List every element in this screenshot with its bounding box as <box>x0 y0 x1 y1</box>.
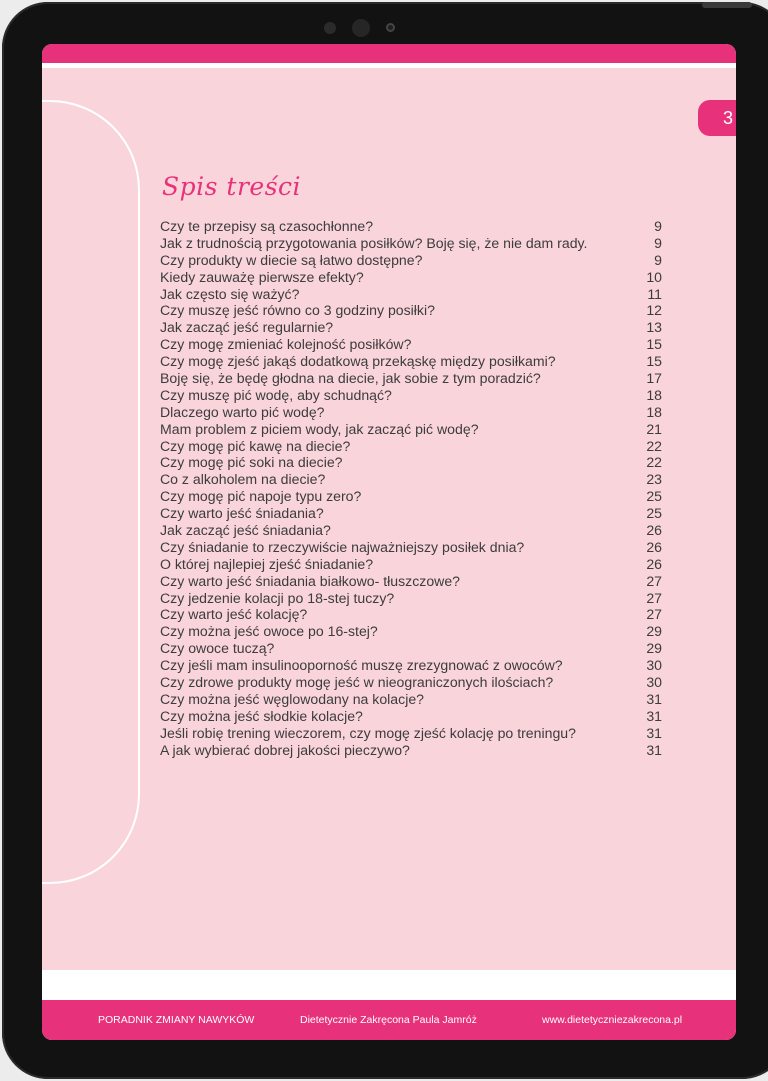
toc-entry-page: 15 <box>646 336 662 353</box>
toc-entry-title: Czy można jeść owoce po 16-stej? <box>160 623 378 640</box>
toc-entry-title: Czy muszę pić wodę, aby schudnąć? <box>160 386 392 403</box>
toc-entry[interactable] <box>160 708 662 725</box>
toc-entry[interactable] <box>160 387 662 404</box>
toc-entry-title: Czy mogę zmieniać kolejność posiłków? <box>160 336 412 353</box>
toc-entry[interactable] <box>160 657 662 674</box>
toc-entry-title: Czy zdrowe produkty mogę jeść w nieograniczonych ilościach? <box>160 674 554 691</box>
toc-entry-page: 30 <box>646 657 662 674</box>
toc-entry-title: Czy warto jeść śniadania? <box>160 505 324 522</box>
toc-entry-title: Mam problem z piciem wody, jak zacząć pić wodę? <box>160 420 479 437</box>
toc-entry-page: 9 <box>654 234 662 251</box>
camera-bar <box>322 19 402 37</box>
toc-entry-title: Co z alkoholem na diecie? <box>160 471 326 488</box>
toc-entry[interactable] <box>160 556 662 573</box>
toc-entry[interactable] <box>160 573 662 590</box>
decorative-arc <box>42 100 140 884</box>
toc-entry[interactable] <box>160 269 662 286</box>
toc-entry-title: Czy warto jeść kolację? <box>160 606 308 623</box>
toc-entry-page: 29 <box>646 623 662 640</box>
light-sensor-icon <box>386 23 395 32</box>
toc-entry-title: Czy można jeść słodkie kolacje? <box>160 707 363 724</box>
toc-title: Spis treści <box>162 172 302 201</box>
toc-entry-page: 26 <box>646 538 662 555</box>
toc-entry-page: 22 <box>646 437 662 454</box>
toc-entry-page: 22 <box>646 454 662 471</box>
toc-entry-title: Czy owoce tuczą? <box>160 640 275 657</box>
toc-entry-page: 9 <box>654 218 662 234</box>
document-page[interactable] <box>42 68 736 970</box>
toc-entry-title: Jak z trudnością przygotowania posiłków? Boję się, że nie dam rady. <box>160 234 588 251</box>
toc-entry-page: 11 <box>647 285 662 302</box>
toc-entry[interactable] <box>160 623 662 640</box>
toc-entry[interactable] <box>160 302 662 319</box>
toc-entry[interactable] <box>160 471 662 488</box>
sensor-icon <box>324 22 336 34</box>
toc-entry-title: Czy warto jeść śniadania białkowo- tłuszczowe? <box>160 572 461 589</box>
toc-entry-page: 27 <box>646 606 662 623</box>
toc-entry-page: 21 <box>646 420 662 437</box>
toc-entry[interactable] <box>160 640 662 657</box>
toc-entry-title: Czy śniadanie to rzeczywiście najważniejszy posiłek dnia? <box>160 538 525 555</box>
toc-entry-title: Jeśli robię trening wieczorem, czy mogę zjeść kolację po treningu? <box>160 724 576 741</box>
toc-entry-page: 15 <box>646 353 662 370</box>
toc-entry[interactable] <box>160 742 662 759</box>
toc-entry-title: Kiedy zauważę pierwsze efekty? <box>160 268 364 285</box>
page-number-tab: 3 <box>698 100 736 136</box>
toc-entry[interactable] <box>160 421 662 438</box>
toc-entry-page: 31 <box>646 707 662 724</box>
page-footer <box>42 1000 736 1040</box>
toc-entry[interactable] <box>160 488 662 505</box>
toc-entry-title: Czy mogę pić soki na diecie? <box>160 454 343 471</box>
toc-entry[interactable] <box>160 539 662 556</box>
toc-entry-page: 27 <box>646 572 662 589</box>
toc-entry[interactable] <box>160 319 662 336</box>
screen <box>42 44 736 1040</box>
footer-guide-title: PORADNIK ZMIANY NAWYKÓW <box>98 1014 255 1026</box>
toc-entry-page: 13 <box>646 319 662 336</box>
toc-entry[interactable] <box>160 286 662 303</box>
toc-entry-title: Czy produkty w diecie są łatwo dostępne? <box>160 251 423 268</box>
footer-website-link[interactable]: www.dietetyczniezakrecona.pl <box>542 1014 683 1026</box>
toc-entry-page: 30 <box>646 674 662 691</box>
toc-entry-page: 23 <box>646 471 662 488</box>
toc-entry[interactable] <box>160 218 662 235</box>
toc-entry[interactable] <box>160 252 662 269</box>
toc-entry[interactable] <box>160 725 662 742</box>
footer-author: Dietetycznie Zakręcona Paula Jamróż <box>300 1014 477 1026</box>
toc-entry-title: Czy mogę pić kawę na diecie? <box>160 437 351 454</box>
toc-entry-page: 31 <box>646 724 662 741</box>
toc-entry-page: 29 <box>646 640 662 657</box>
table-of-contents <box>160 218 662 759</box>
toc-entry[interactable] <box>160 691 662 708</box>
toc-entry-title: Czy te przepisy są czasochłonne? <box>160 218 374 234</box>
toc-entry-page: 25 <box>646 505 662 522</box>
toc-entry-title: Czy mogę pić napoje typu zero? <box>160 488 362 505</box>
toc-entry-page: 10 <box>646 268 662 285</box>
toc-entry-page: 17 <box>646 370 662 387</box>
toc-entry[interactable] <box>160 438 662 455</box>
toc-entry-page: 31 <box>646 690 662 707</box>
toc-entry[interactable] <box>160 505 662 522</box>
toc-entry[interactable] <box>160 353 662 370</box>
toc-entry-title: Czy mogę zjeść jakąś dodatkową przekąskę między posiłkami? <box>160 353 556 370</box>
toc-entry-title: Jak zacząć jeść regularnie? <box>160 319 334 336</box>
toc-entry[interactable] <box>160 235 662 252</box>
toc-entry[interactable] <box>160 606 662 623</box>
power-button <box>702 2 752 8</box>
toc-entry-title: O której najlepiej zjeść śniadanie? <box>160 555 374 572</box>
toc-entry-title: Czy jeśli mam insulinooporność muszę zrezygnować z owoców? <box>160 657 563 674</box>
toc-entry-page: 26 <box>646 522 662 539</box>
toc-entry[interactable] <box>160 404 662 421</box>
toc-entry[interactable] <box>160 674 662 691</box>
toc-entry-page: 9 <box>654 251 662 268</box>
toc-entry-title: Dlaczego warto pić wodę? <box>160 403 325 420</box>
toc-entry[interactable] <box>160 454 662 471</box>
toc-entry[interactable] <box>160 336 662 353</box>
toc-entry-page: 31 <box>646 741 662 758</box>
toc-entry[interactable] <box>160 590 662 607</box>
toc-entry-title: A jak wybierać dobrej jakości pieczywo? <box>160 741 410 758</box>
toc-entry-page: 18 <box>646 386 662 403</box>
header-band <box>42 44 736 63</box>
toc-entry-title: Boję się, że będę głodna na diecie, jak sobie z tym poradzić? <box>160 370 541 387</box>
camera-icon <box>352 19 370 37</box>
toc-entry-page: 18 <box>646 403 662 420</box>
toc-entry[interactable] <box>160 370 662 387</box>
toc-entry-title: Czy jedzenie kolacji po 18-stej tuczy? <box>160 589 395 606</box>
toc-entry-page: 12 <box>646 302 662 319</box>
toc-entry-title: Jak często się ważyć? <box>160 285 300 302</box>
toc-entry-title: Jak zacząć jeść śniadania? <box>160 522 331 539</box>
toc-entry-title: Czy można jeść węglowodany na kolacje? <box>160 690 425 707</box>
toc-entry-page: 26 <box>646 555 662 572</box>
toc-entry[interactable] <box>160 522 662 539</box>
toc-entry-page: 27 <box>646 589 662 606</box>
toc-entry-page: 25 <box>646 488 662 505</box>
toc-entry-title: Czy muszę jeść równo co 3 godziny posiłki? <box>160 302 435 319</box>
